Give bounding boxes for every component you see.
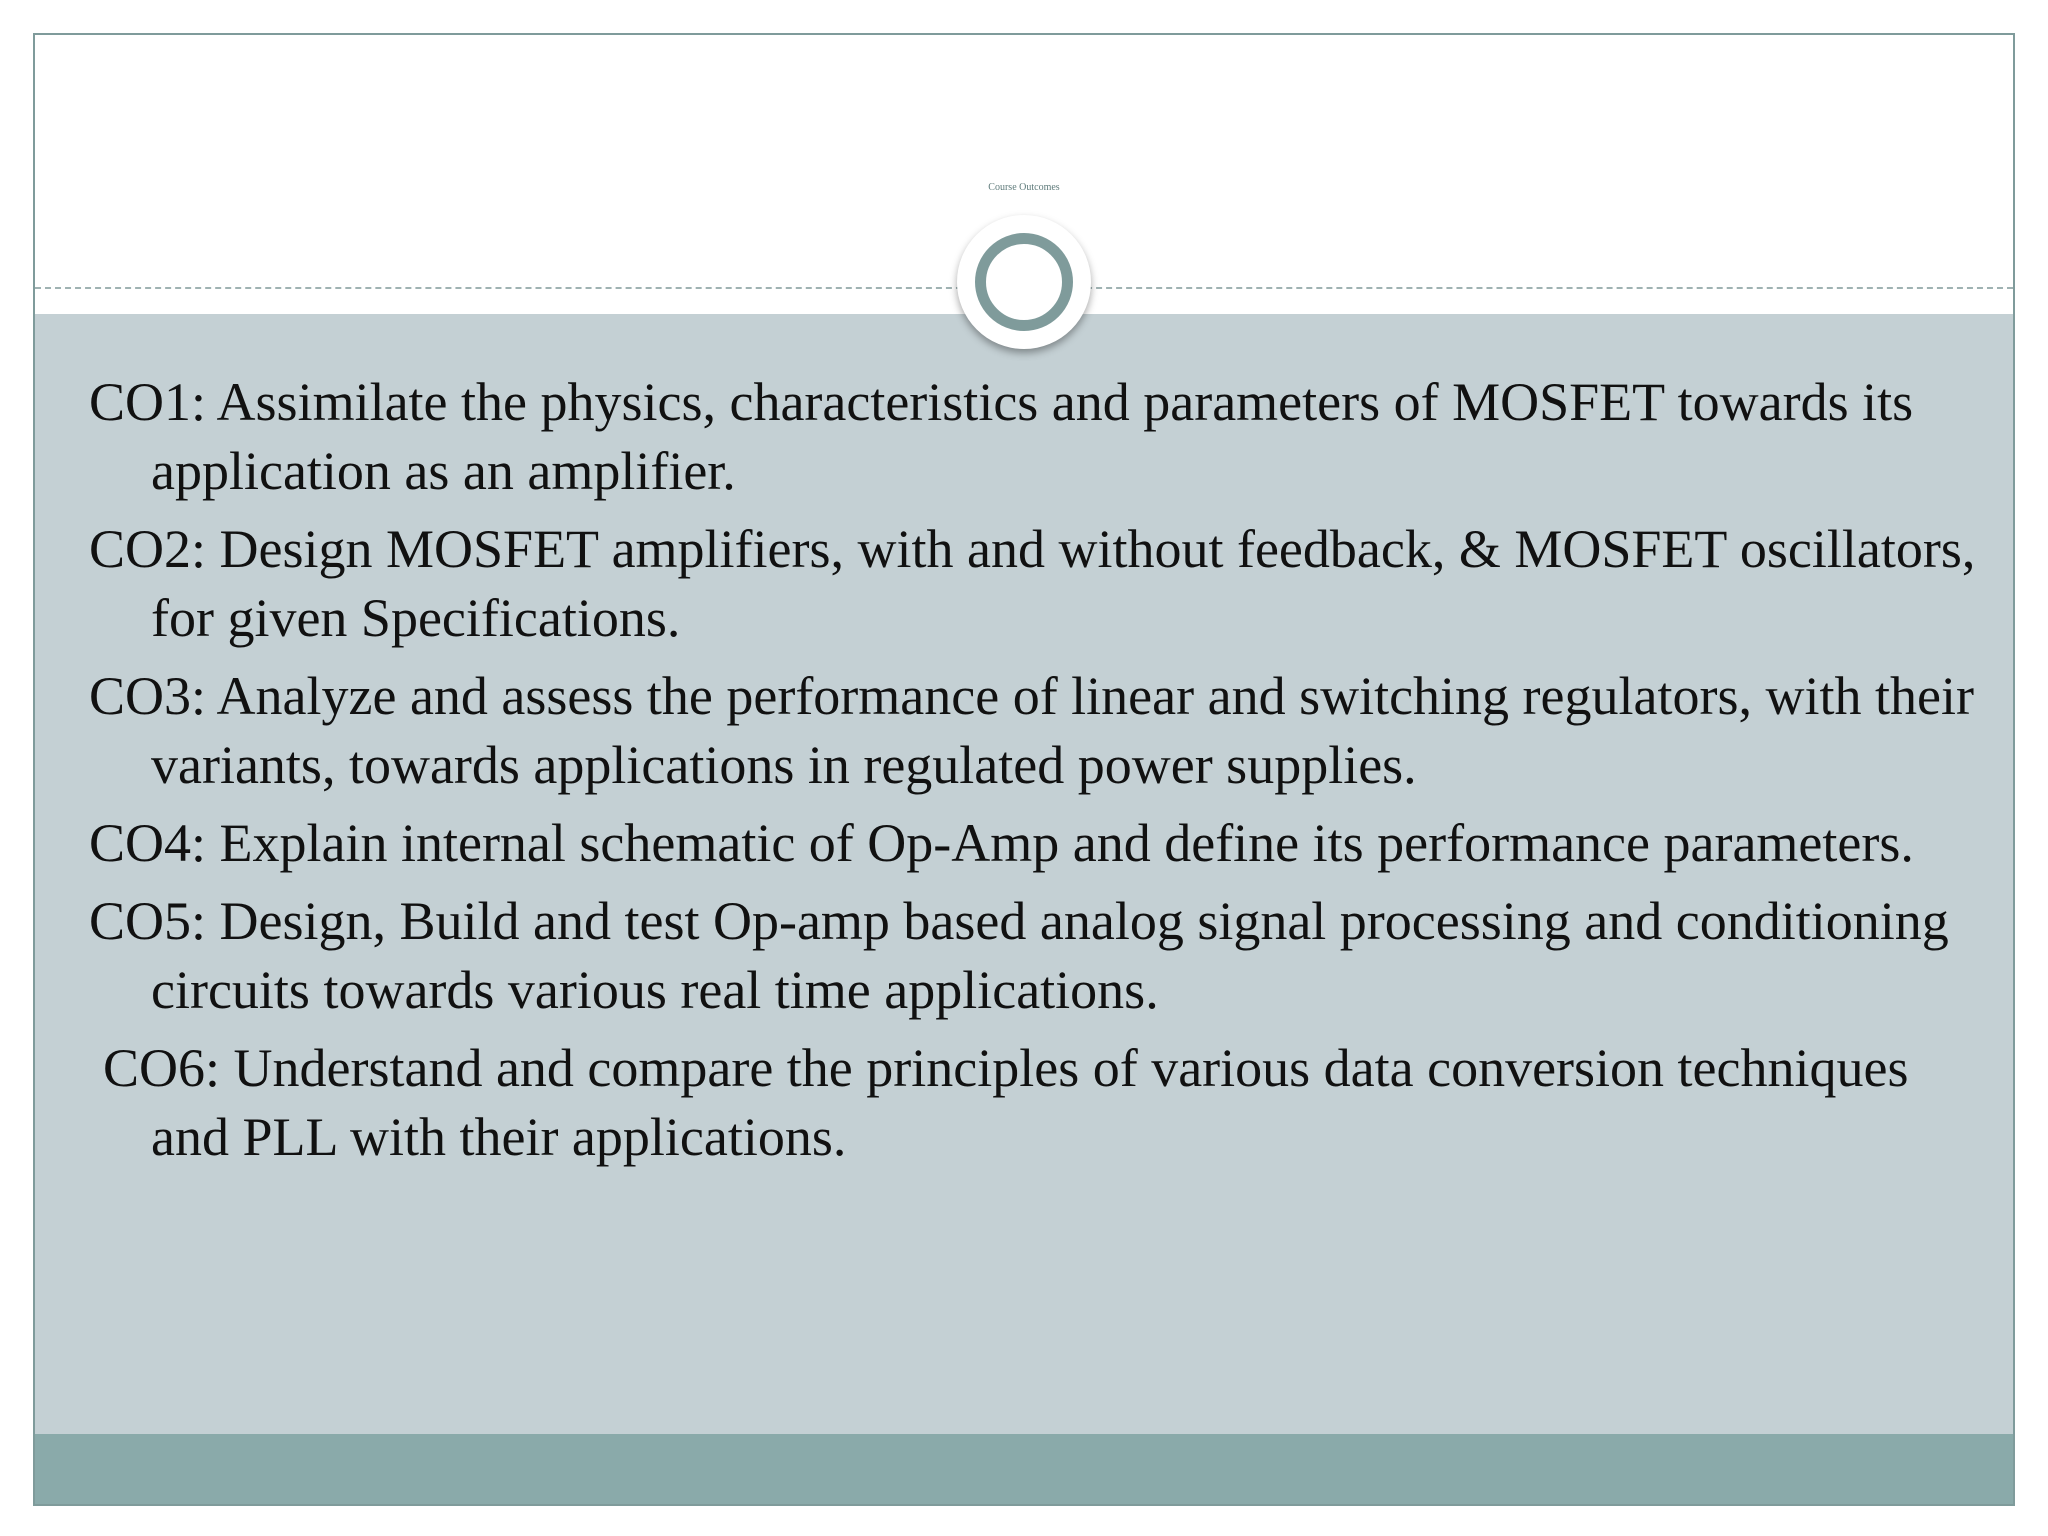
footer-bar — [35, 1434, 2013, 1504]
outcome-co3: CO3: Analyze and assess the performance of linear and switching regulators, with their variants, towards applications in regulated power supplies. — [89, 666, 1974, 795]
outcome-co5: CO5: Design, Build and test Op-amp based analog signal processing and conditioning circuits towards various real time applications. — [89, 891, 1949, 1020]
outcome-co6: CO6: Understand and compare the principles of various data conversion techniques and PLL with their applications. — [103, 1038, 1909, 1167]
outcome-co2: CO2: Design MOSFET amplifiers, with and without feedback, & MOSFET oscillators, for given Specifications. — [89, 519, 1976, 648]
ring-inner — [975, 233, 1073, 331]
outcome-co4: CO4: Explain internal schematic of Op-Amp and define its performance parameters. — [89, 813, 1914, 873]
slide-title: Course Outcomes — [988, 182, 1060, 193]
course-outcomes-list — [89, 368, 1989, 1181]
slide — [33, 33, 2015, 1506]
ring-icon — [957, 215, 1091, 349]
outcome-co1: CO1: Assimilate the physics, characteristics and parameters of MOSFET towards its application as an amplifier. — [89, 372, 1914, 501]
